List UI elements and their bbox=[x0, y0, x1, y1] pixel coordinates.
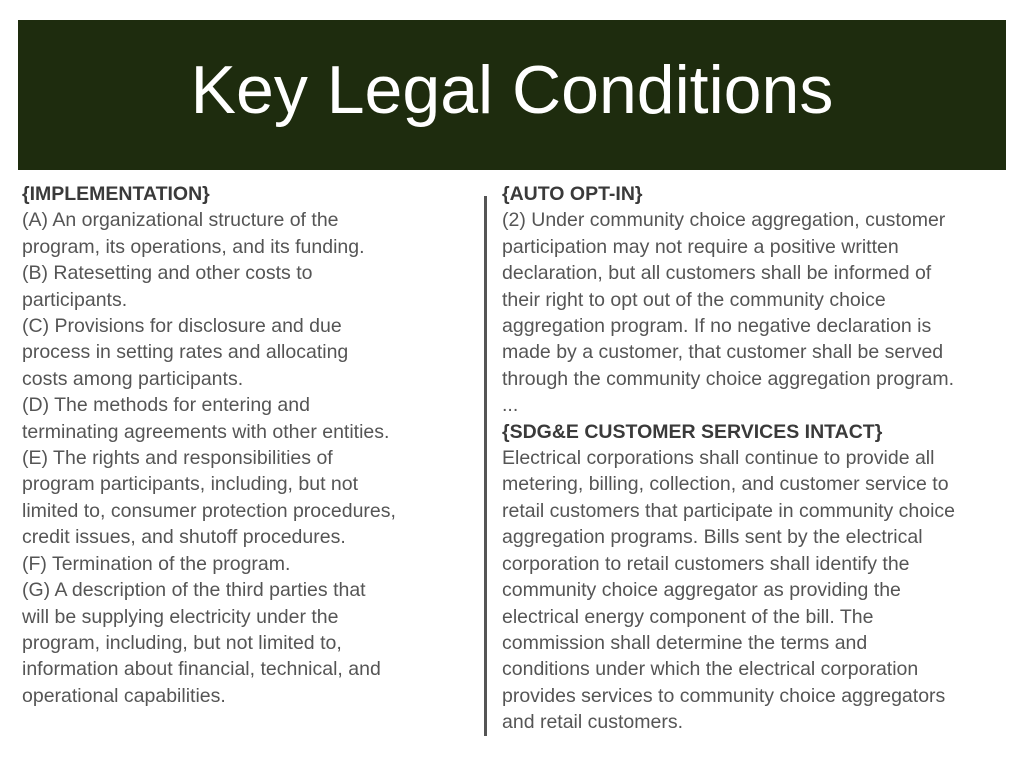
body-line: process in setting rates and allocating bbox=[22, 341, 349, 364]
body-line: commission shall determine the terms and bbox=[502, 631, 868, 654]
body-line: participation may not require a positive written bbox=[502, 235, 899, 258]
body-line: (C) Provisions for disclosure and due bbox=[22, 315, 342, 338]
body-line: (D) The methods for entering and bbox=[22, 394, 310, 417]
body-line: program, including, but not limited to, bbox=[22, 631, 342, 654]
body-line: declaration, but all customers shall be informed of bbox=[502, 262, 932, 285]
body-line: costs among participants. bbox=[22, 367, 244, 390]
body-line: program participants, including, but not bbox=[22, 473, 359, 496]
implementation-heading: {IMPLEMENTATION} bbox=[22, 183, 210, 205]
body-line: metering, billing, collection, and customer service to bbox=[502, 473, 949, 496]
body-line: information about financial, technical, and bbox=[22, 658, 381, 681]
body-line: aggregation program. If no negative declaration is bbox=[502, 315, 932, 338]
body-line: credit issues, and shutoff procedures. bbox=[22, 526, 346, 549]
body-line: (F) Termination of the program. bbox=[22, 552, 291, 575]
body-line: conditions under which the electrical corporation bbox=[502, 658, 919, 681]
body-line: community choice aggregator as providing the bbox=[502, 579, 901, 602]
body-line: terminating agreements with other entities. bbox=[22, 420, 390, 443]
body-line: electrical energy component of the bill. The bbox=[502, 605, 874, 628]
body-line: Electrical corporations shall continue to provide all bbox=[502, 447, 935, 470]
right-column bbox=[502, 181, 1022, 736]
left-column bbox=[22, 181, 462, 709]
body-line: their right to opt out of the community choice bbox=[502, 288, 886, 311]
body-line: operational capabilities. bbox=[22, 684, 226, 707]
auto-opt-in-heading: {AUTO OPT-IN} bbox=[502, 183, 643, 205]
body-line: will be supplying electricity under the bbox=[22, 605, 339, 628]
body-line: limited to, consumer protection procedures, bbox=[22, 499, 396, 522]
body-line: (A) An organizational structure of the bbox=[22, 209, 339, 232]
body-line: aggregation programs. Bills sent by the electrical bbox=[502, 526, 923, 549]
customer-services-heading: {SDG&E CUSTOMER SERVICES INTACT} bbox=[502, 420, 883, 443]
body-line: provides services to community choice aggregators bbox=[502, 684, 946, 707]
column-divider bbox=[484, 196, 487, 736]
slide-title: Key Legal Conditions bbox=[190, 52, 834, 128]
ellipsis-line: ... bbox=[502, 394, 519, 417]
body-line: corporation to retail customers shall identify the bbox=[502, 552, 910, 575]
body-line: and retail customers. bbox=[502, 711, 683, 734]
body-line: (B) Ratesetting and other costs to bbox=[22, 262, 313, 285]
body-line: (2) Under community choice aggregation, customer bbox=[502, 209, 946, 232]
body-line: retail customers that participate in community choice bbox=[502, 499, 956, 522]
body-line: through the community choice aggregation program. bbox=[502, 367, 955, 390]
body-line: (G) A description of the third parties that bbox=[22, 579, 366, 602]
body-line: (E) The rights and responsibilities of bbox=[22, 447, 333, 470]
body-line: made by a customer, that customer shall be served bbox=[502, 341, 944, 364]
body-line: participants. bbox=[22, 288, 128, 311]
title-banner bbox=[18, 20, 1006, 170]
body-line: program, its operations, and its funding. bbox=[22, 235, 365, 258]
